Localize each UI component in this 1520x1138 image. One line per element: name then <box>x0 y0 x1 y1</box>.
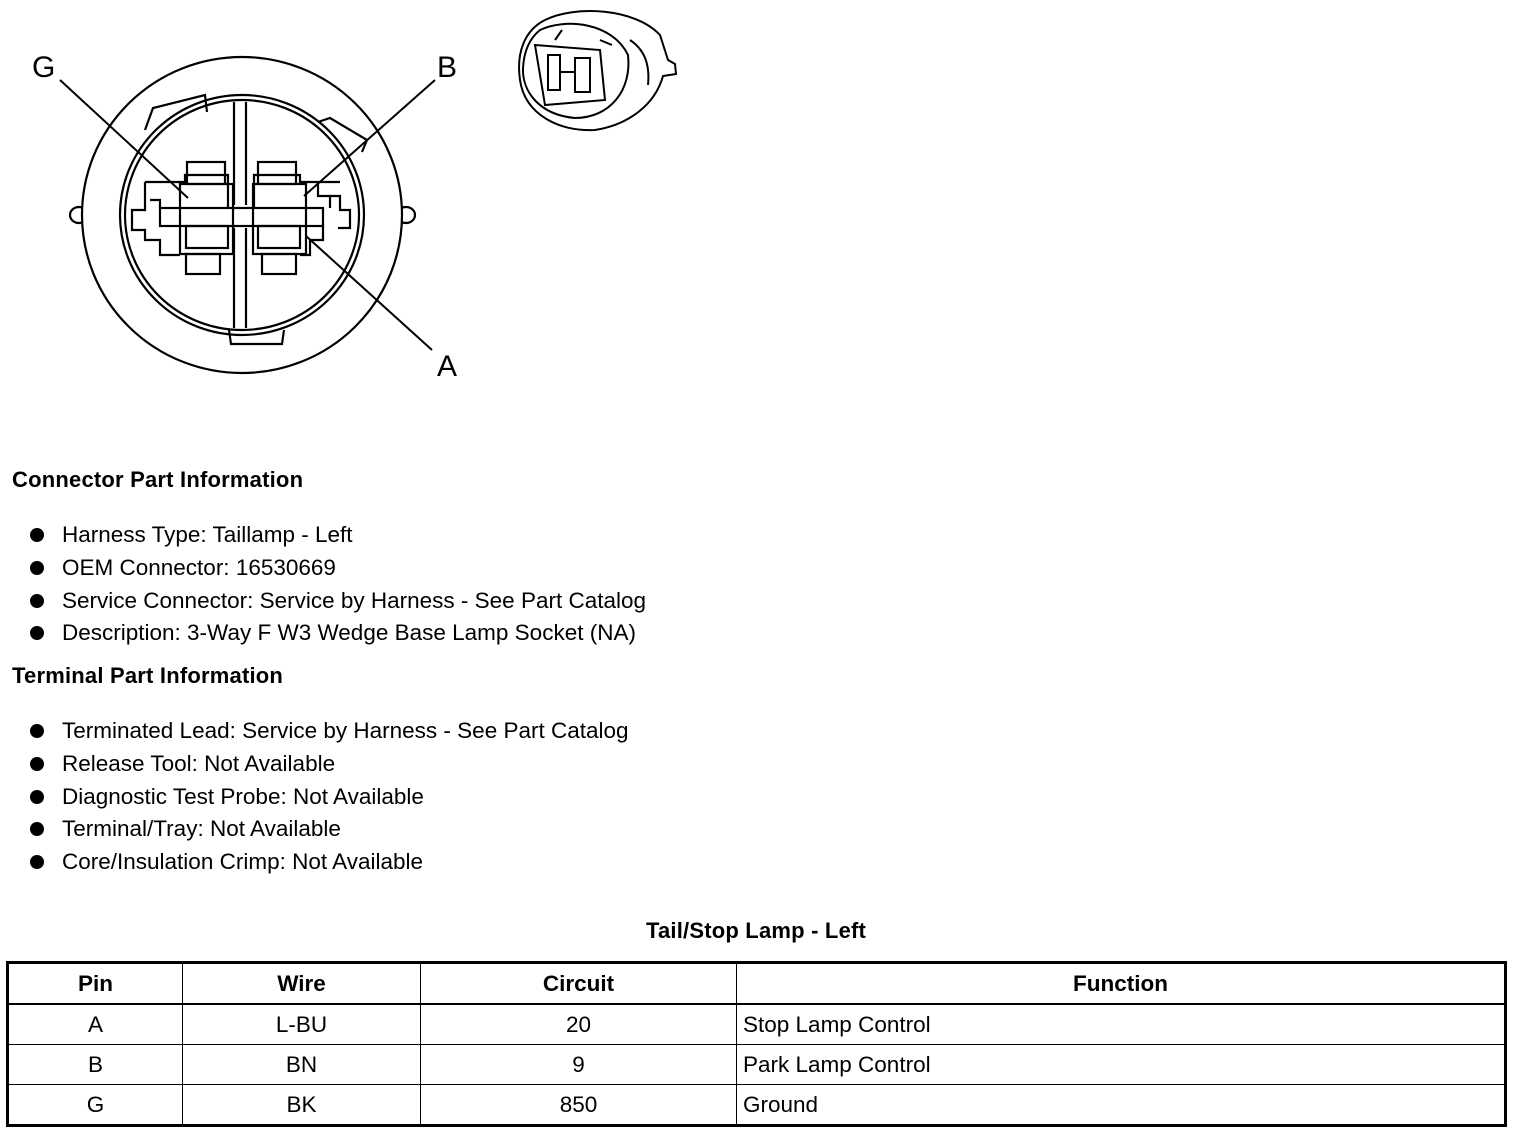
pin-label-b: B <box>437 51 458 84</box>
list-item: Core/Insulation Crimp: Not Available <box>30 846 629 879</box>
cell-pin: G <box>8 1085 183 1126</box>
pin-label-g: G <box>32 51 56 84</box>
connector-diagram <box>0 0 700 400</box>
table-row <box>8 1004 1506 1045</box>
cell-function: Stop Lamp Control <box>737 1004 1506 1045</box>
list-item: Harness Type: Taillamp - Left <box>30 519 646 552</box>
cell-pin: A <box>8 1004 183 1045</box>
cell-wire: BN <box>183 1045 421 1085</box>
pin-table-title: Tail/Stop Lamp - Left <box>645 918 867 943</box>
list-item: Diagnostic Test Probe: Not Available <box>30 781 629 814</box>
connector-info-heading: Connector Part Information <box>12 467 304 492</box>
cell-wire: BK <box>183 1085 421 1126</box>
terminal-info-heading: Terminal Part Information <box>12 663 284 688</box>
list-item: Service Connector: Service by Harness - See Part Catalog <box>30 585 646 618</box>
terminal-info-list <box>30 715 629 879</box>
header-circuit: Circuit <box>421 963 737 1005</box>
cell-circuit: 9 <box>421 1045 737 1085</box>
table-row <box>8 1085 1506 1126</box>
socket-thumbnail-icon <box>519 11 676 130</box>
connector-info-list <box>30 519 646 650</box>
list-item: OEM Connector: 16530669 <box>30 552 646 585</box>
list-item: Terminated Lead: Service by Harness - See Part Catalog <box>30 715 629 748</box>
cell-function: Ground <box>737 1085 1506 1126</box>
cell-circuit: 850 <box>421 1085 737 1126</box>
header-pin: Pin <box>8 963 183 1005</box>
table-header-row <box>8 963 1506 1005</box>
cell-pin: B <box>8 1045 183 1085</box>
header-function: Function <box>737 963 1506 1005</box>
pin-label-a: A <box>437 350 458 383</box>
pin-table <box>6 961 1507 1127</box>
list-item: Terminal/Tray: Not Available <box>30 813 629 846</box>
cell-function: Park Lamp Control <box>737 1045 1506 1085</box>
list-item: Release Tool: Not Available <box>30 748 629 781</box>
cell-circuit: 20 <box>421 1004 737 1045</box>
list-item: Description: 3-Way F W3 Wedge Base Lamp Socket (NA) <box>30 617 646 650</box>
table-row <box>8 1045 1506 1085</box>
header-wire: Wire <box>183 963 421 1005</box>
cell-wire: L-BU <box>183 1004 421 1045</box>
